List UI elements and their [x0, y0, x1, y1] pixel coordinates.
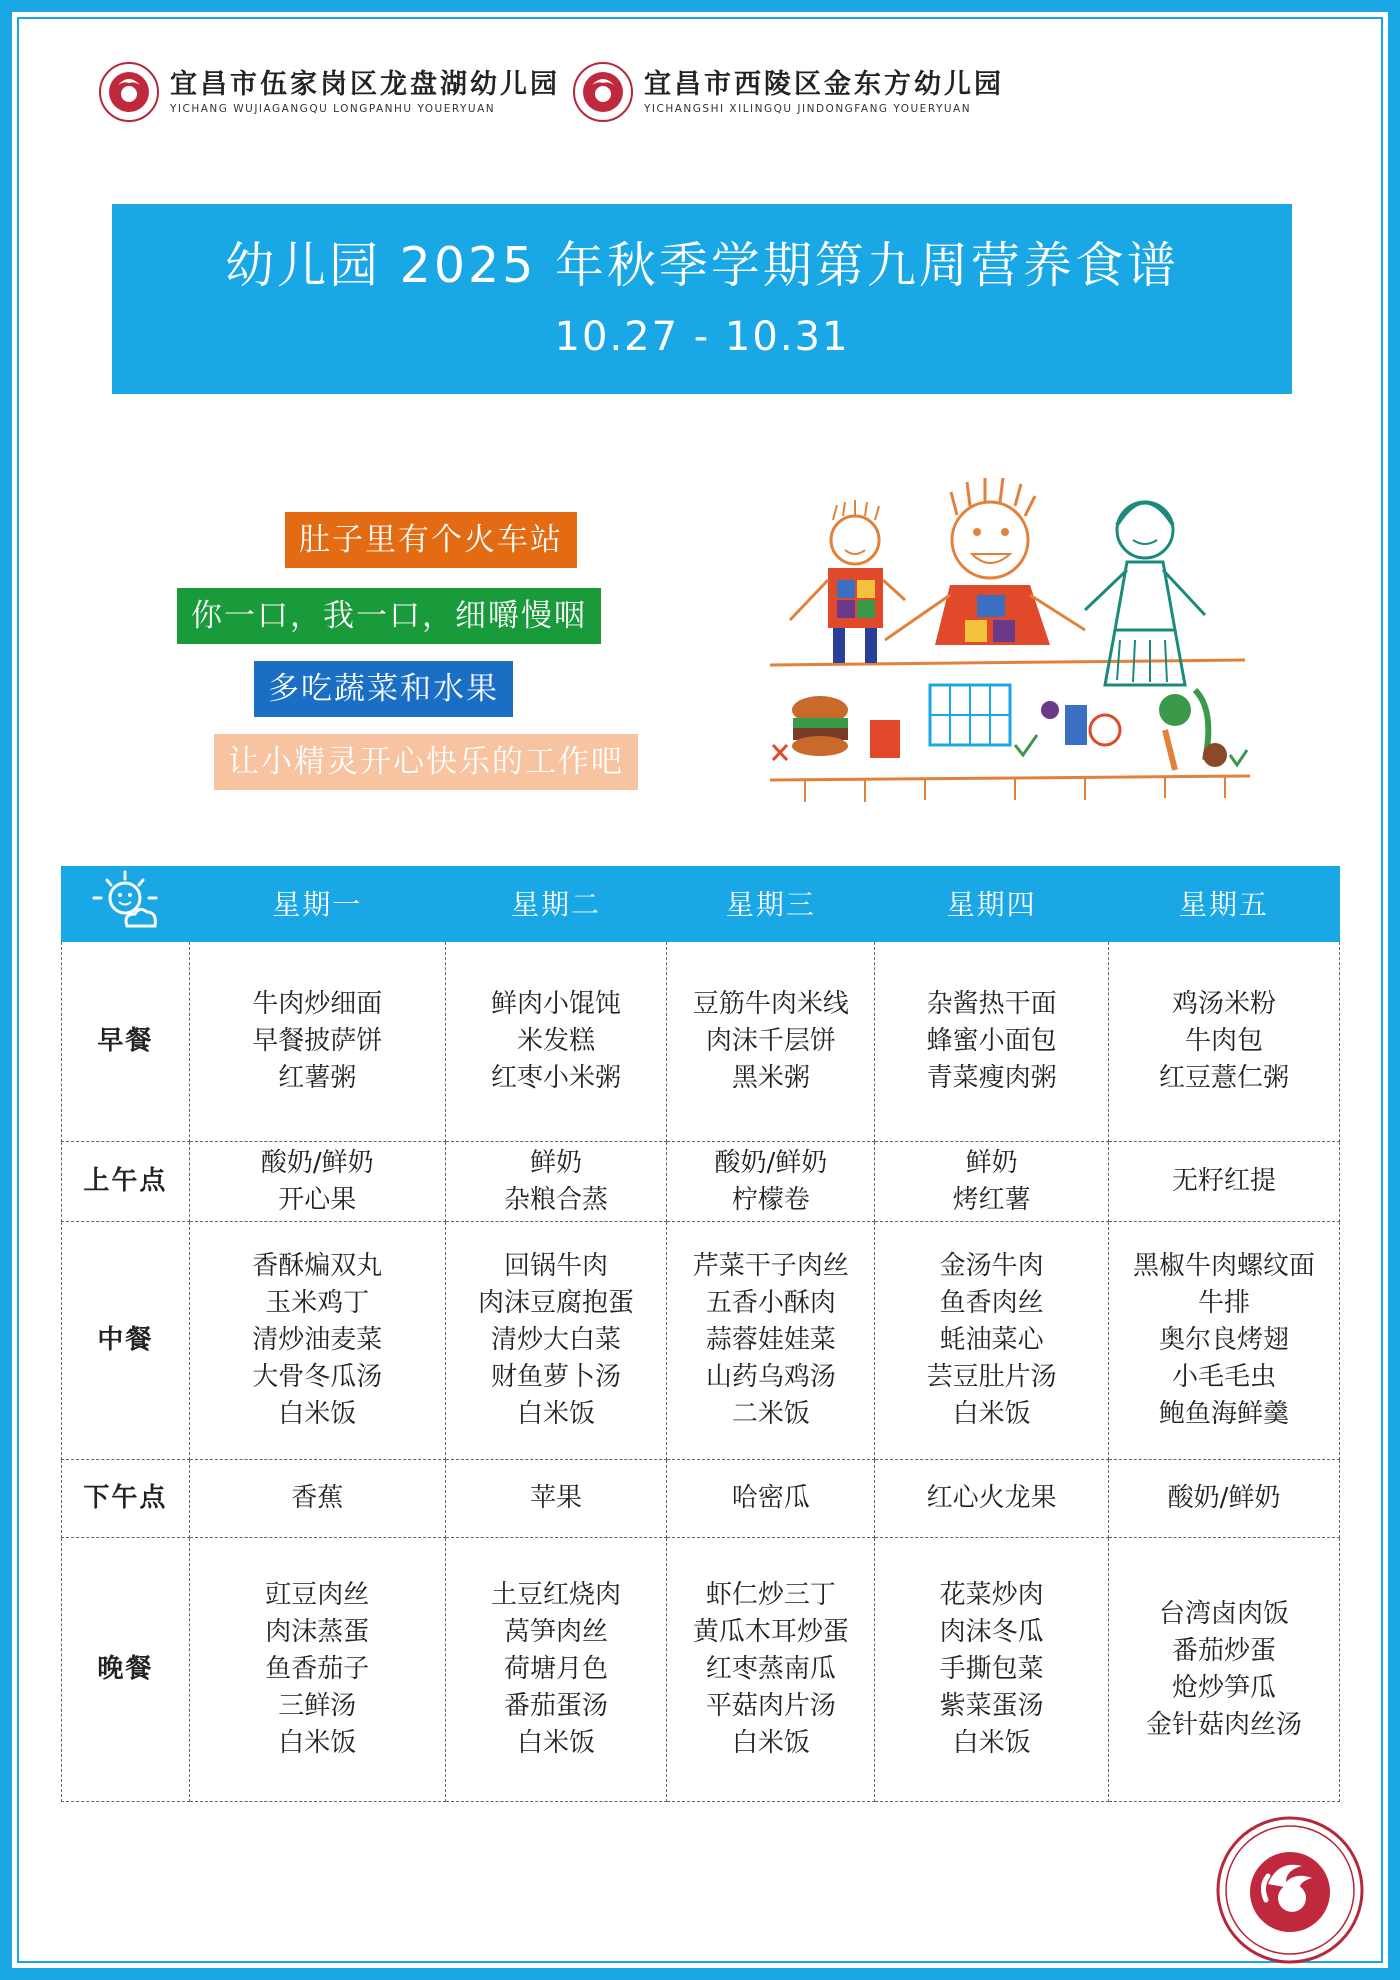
header-day-tue: 星期二: [445, 867, 667, 942]
dish-item: 芹菜干子肉丝: [692, 1251, 849, 1281]
dish-item: 白米饭: [952, 1399, 1031, 1429]
dish-item: 青菜瘦肉粥: [926, 1063, 1057, 1093]
dish-item: 平菇肉片汤: [705, 1691, 836, 1721]
logo-jindongfang: [572, 61, 1004, 123]
dish-item: 红豆薏仁粥: [1159, 1063, 1290, 1093]
dish-item: 酸奶/鲜奶: [1167, 1483, 1281, 1513]
dish-item: 鲜奶: [965, 1147, 1018, 1178]
table-row: [62, 1538, 1340, 1802]
dish-item: 红枣蒸南瓜: [705, 1654, 836, 1684]
logo-name-en: YICHANG WUJIAGANGQU LONGPANHU YOUERYUAN: [170, 103, 496, 115]
title-banner: [112, 204, 1292, 394]
dish-item: 烤红薯: [952, 1184, 1031, 1215]
dish-item: 开心果: [278, 1184, 357, 1215]
meal-label: 晚餐: [62, 1538, 190, 1802]
menu-cell: [189, 1142, 445, 1222]
dish-item: 奥尔良烤翅: [1159, 1325, 1290, 1355]
table-row: [62, 1142, 1340, 1222]
dish-item: 哈密瓜: [731, 1483, 810, 1513]
dish-item: 财鱼萝卜汤: [490, 1362, 621, 1392]
header-day-fri: 星期五: [1109, 867, 1340, 942]
menu-cell: [1109, 1142, 1340, 1222]
dish-item: 黑椒牛肉螺纹面: [1133, 1251, 1316, 1281]
dish-item: 五香小酥肉: [705, 1288, 836, 1318]
menu-cell: [667, 1460, 875, 1538]
meal-label: 早餐: [62, 942, 190, 1142]
dish-item: 番茄炒蛋: [1172, 1635, 1277, 1666]
dish-item: 豆筋牛肉米线: [692, 989, 849, 1019]
dish-item: 黄瓜木耳炒蛋: [692, 1617, 849, 1647]
dish-item: 酸奶/鲜奶: [714, 1147, 828, 1178]
table-row: [62, 1460, 1340, 1538]
menu-cell: [1109, 1222, 1340, 1460]
menu-cell: [189, 942, 445, 1142]
menu-cell: [667, 942, 875, 1142]
menu-cell: [445, 1142, 667, 1222]
slogan-1: 肚子里有个火车站: [285, 512, 577, 568]
dish-item: 鸡汤米粉: [1172, 989, 1277, 1019]
dish-item: 蚝油菜心: [939, 1325, 1044, 1355]
dish-item: 米发糕: [516, 1026, 595, 1056]
kindergarten-emblem-icon: [98, 61, 160, 123]
menu-cell: [1109, 1538, 1340, 1802]
menu-cell: [875, 1460, 1109, 1538]
dish-item: 蜂蜜小面包: [926, 1026, 1057, 1056]
dish-item: 荷塘月色: [503, 1654, 608, 1684]
header-day-mon: 星期一: [189, 867, 445, 942]
logo-name-en: YICHANGSHI XILINGQU JINDONGFANG YOUERYUAN: [644, 103, 972, 115]
menu-cell: [875, 942, 1109, 1142]
dish-item: 白米饭: [278, 1399, 357, 1429]
dish-item: 台湾卤肉饭: [1159, 1598, 1290, 1629]
menu-cell: [875, 1538, 1109, 1802]
date-range: 10.27 - 10.31: [554, 314, 850, 360]
dish-item: 白米饭: [731, 1728, 810, 1758]
dish-item: 清炒大白菜: [490, 1325, 621, 1355]
dish-item: 清炒油麦菜: [252, 1325, 383, 1355]
dish-item: 牛肉炒细面: [252, 989, 383, 1019]
dish-item: 大骨冬瓜汤: [252, 1362, 383, 1392]
menu-cell: [445, 1538, 667, 1802]
menu-cell: [445, 1460, 667, 1538]
menu-cell: [189, 1538, 445, 1802]
dish-item: 紫菜蛋汤: [939, 1691, 1044, 1721]
dish-item: 杂粮合蒸: [503, 1184, 608, 1215]
menu-cell: [875, 1142, 1109, 1222]
dish-item: 小毛毛虫: [1172, 1362, 1277, 1392]
header-logos: [98, 60, 1016, 124]
children-drawing-illustration: [765, 470, 1255, 805]
dish-item: 鱼香茄子: [265, 1654, 370, 1684]
dish-item: 酸奶/鲜奶: [260, 1147, 374, 1178]
table-header-row: [62, 867, 1340, 942]
menu-cell: [1109, 942, 1340, 1142]
menu-cell: [667, 1222, 875, 1460]
kindergarten-emblem-icon: [572, 61, 634, 123]
menu-cell: [189, 1222, 445, 1460]
meal-label: 下午点: [62, 1460, 190, 1538]
dish-item: 虾仁炒三丁: [705, 1580, 836, 1610]
menu-cell: [667, 1142, 875, 1222]
table-row: [62, 942, 1340, 1142]
dish-item: 山药乌鸡汤: [705, 1362, 836, 1392]
dish-item: 红薯粥: [278, 1063, 357, 1093]
dish-item: 炝炒笋瓜: [1172, 1672, 1277, 1703]
dish-item: 红枣小米粥: [490, 1063, 621, 1093]
menu-cell: [1109, 1460, 1340, 1538]
dish-item: 手撕包菜: [939, 1654, 1044, 1684]
dish-item: 白米饭: [952, 1728, 1031, 1758]
slogan-4: 让小精灵开心快乐的工作吧: [214, 734, 638, 790]
menu-cell: [667, 1538, 875, 1802]
dish-item: 鲜肉小馄饨: [490, 989, 621, 1019]
menu-cell: [445, 1222, 667, 1460]
logo-name-cn: 宜昌市西陵区金东方幼儿园: [644, 69, 1004, 100]
logo-longpanhu: [98, 61, 560, 123]
menu-cell: [189, 1460, 445, 1538]
dish-item: 白米饭: [278, 1728, 357, 1758]
dish-item: 芸豆肚片汤: [926, 1362, 1057, 1392]
dish-item: 玉米鸡丁: [265, 1288, 370, 1318]
meal-label: 中餐: [62, 1222, 190, 1460]
meal-label: 上午点: [62, 1142, 190, 1222]
slogan-3: 多吃蔬菜和水果: [254, 661, 513, 717]
dish-item: 莴笋肉丝: [503, 1617, 608, 1647]
education-group-logo: [1216, 1816, 1364, 1964]
dish-item: 蒜蓉娃娃菜: [705, 1325, 836, 1355]
dish-item: 回锅牛肉: [503, 1251, 608, 1281]
dish-item: 无籽红提: [1172, 1166, 1277, 1196]
dish-item: 肉沫千层饼: [705, 1026, 836, 1056]
dish-item: 鱼香肉丝: [939, 1288, 1044, 1318]
dish-item: 肉沫豆腐抱蛋: [477, 1288, 634, 1318]
sun-cloud-icon: [87, 868, 163, 932]
dish-item: 花菜炒肉: [939, 1580, 1044, 1610]
dish-item: 金汤牛肉: [939, 1251, 1044, 1281]
menu-cell: [445, 942, 667, 1142]
dish-item: 香蕉: [291, 1483, 344, 1513]
table-row: [62, 1222, 1340, 1460]
dish-item: 早餐披萨饼: [252, 1026, 383, 1056]
dish-item: 土豆红烧肉: [490, 1580, 621, 1610]
slogan-2: 你一口，我一口，细嚼慢咽: [177, 588, 601, 644]
dish-item: 肉沫冬瓜: [939, 1617, 1044, 1647]
dish-item: 柠檬卷: [731, 1184, 810, 1215]
header-day-wed: 星期三: [667, 867, 875, 942]
dish-item: 苹果: [529, 1483, 582, 1513]
header-day-thu: 星期四: [875, 867, 1109, 942]
dish-item: 红心火龙果: [926, 1483, 1057, 1513]
dish-item: 黑米粥: [731, 1063, 810, 1093]
dish-item: 鲍鱼海鲜羹: [1159, 1399, 1290, 1429]
logo-name-cn: 宜昌市伍家岗区龙盘湖幼儿园: [170, 69, 560, 100]
dish-item: 二米饭: [731, 1399, 810, 1429]
page-title: 幼儿园 2025 年秋季学期第九周营养食谱: [225, 237, 1179, 294]
dish-item: 金针菇肉丝汤: [1146, 1709, 1303, 1740]
dish-item: 肉沫蒸蛋: [265, 1617, 370, 1647]
dish-item: 白米饭: [516, 1728, 595, 1758]
dish-item: 番茄蛋汤: [503, 1691, 608, 1721]
dish-item: 牛排: [1198, 1288, 1251, 1318]
menu-table: [61, 866, 1340, 1802]
dish-item: 豇豆肉丝: [265, 1580, 370, 1610]
dish-item: 白米饭: [516, 1399, 595, 1429]
header-corner: [62, 867, 190, 942]
dish-item: 三鲜汤: [278, 1691, 357, 1721]
menu-cell: [875, 1222, 1109, 1460]
dish-item: 鲜奶: [529, 1147, 582, 1178]
dish-item: 杂酱热干面: [926, 989, 1057, 1019]
dish-item: 牛肉包: [1185, 1026, 1264, 1056]
dish-item: 香酥煸双丸: [252, 1251, 383, 1281]
